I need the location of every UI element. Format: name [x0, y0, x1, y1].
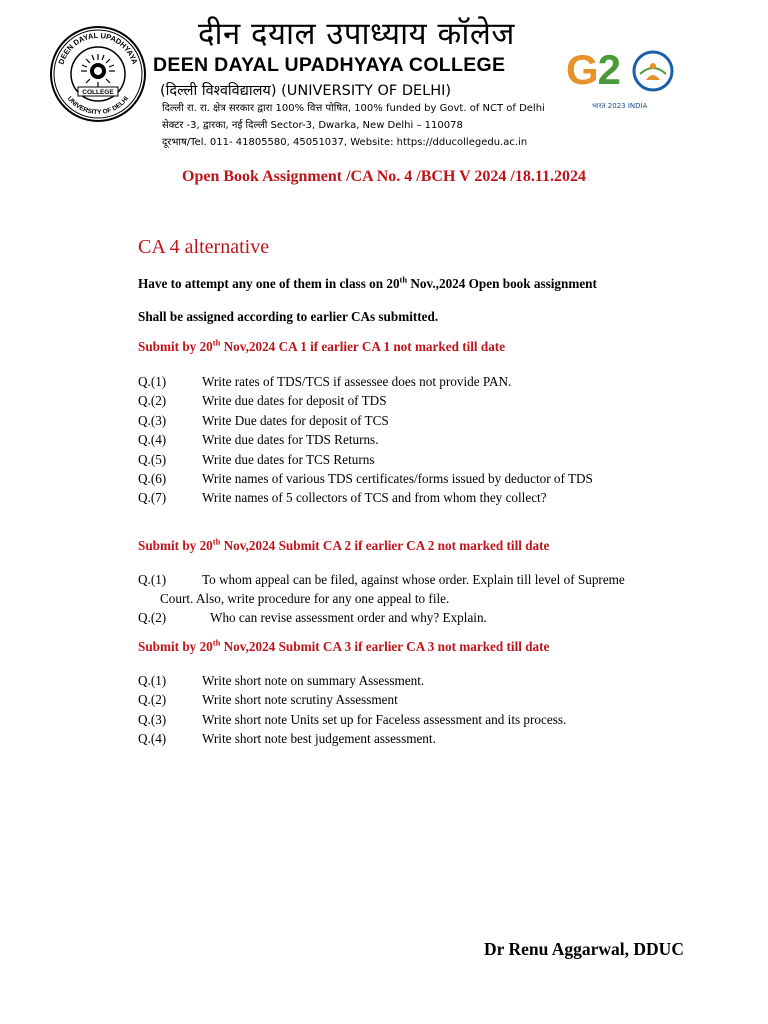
question-row — [138, 488, 678, 507]
question-number: Q.(7) — [138, 490, 167, 506]
g20-tagline: भारत 2023 INDIA — [592, 102, 648, 110]
para1-sup: th — [399, 274, 408, 285]
question-text: Write due dates for deposit of TDS — [202, 393, 387, 409]
question-row — [138, 690, 678, 709]
g20-digit-2: 2 — [597, 46, 621, 93]
question-text: Write names of 5 collectors of TCS and from whom they collect? — [202, 490, 547, 506]
question-number: Q.(6) — [138, 470, 167, 486]
question-row — [138, 391, 678, 410]
college-letterhead — [38, 8, 688, 148]
question-number: Q.(1) — [138, 673, 167, 688]
seal-bottom-text: UNIVERSITY OF DELHI — [65, 95, 131, 117]
g20-wordmark — [566, 46, 620, 94]
question-number: Q.(1) — [138, 572, 167, 587]
section-3-heading-sup: th — [212, 637, 221, 648]
question-text: To whom appeal can be filed, against whose order. Explain till level of Supreme — [202, 572, 625, 587]
question-number: Q.(2) — [138, 393, 167, 409]
assignment-title: Open Book Assignment /CA No. 4 /BCH V 2024 /18.11.2024 — [182, 168, 586, 185]
college-seal-logo — [48, 24, 148, 124]
question-text: Write due dates for TDS Returns. — [202, 432, 379, 448]
section-2-heading — [138, 538, 549, 554]
question-row — [138, 608, 678, 627]
section-2-heading-before: Submit by 20 — [138, 538, 213, 553]
question-text: Write names of various TDS certificates/forms issued by deductor of TDS — [202, 470, 593, 486]
question-row — [138, 671, 678, 690]
question-text: Write due dates for TCS Returns — [202, 451, 375, 467]
college-name-english: DEEN DAYAL UPADHYAYA COLLEGE — [153, 54, 506, 76]
question-text: Who can revise assessment order and why? Explain. — [210, 610, 487, 626]
question-number: Q.(2) — [138, 610, 167, 626]
question-number: Q.(4) — [138, 432, 167, 448]
section-2-heading-after: Nov,2024 Submit CA 2 if earlier CA 2 not marked till date — [220, 538, 550, 553]
question-text: Write short note Units set up for Faceless assessment and its process. — [202, 711, 567, 727]
question-row — [138, 430, 678, 449]
question-text: Write Due dates for deposit of TCS — [202, 412, 389, 428]
section-1-heading-sup: th — [212, 337, 221, 348]
para1-text-before: Have to attempt any one of them in class on 20 — [138, 276, 400, 291]
question-text: Write short note best judgement assessment. — [202, 731, 436, 747]
g20-letter-g: G — [566, 46, 598, 93]
section-1-heading-after: Nov,2024 CA 1 if earlier CA 1 not marked till date — [220, 339, 506, 354]
question-row — [138, 570, 678, 589]
question-number: Q.(3) — [138, 412, 167, 428]
instruction-paragraph-2: Shall be assigned according to earlier CAs submitted. — [138, 309, 439, 324]
section-3-question-list — [138, 671, 678, 749]
seal-top-text: DEEN DAYAL UPADHYAYA — [56, 30, 140, 66]
section-3-heading-before: Submit by 20 — [138, 639, 213, 654]
college-name-hindi: दीन दयाल उपाध्याय कॉलेज — [198, 16, 515, 52]
section-2-question-list — [138, 570, 678, 628]
address-line: सेक्टर -3, द्वारका, नई दिल्ली Sector-3, Dwarka, New Delhi – 110078 — [162, 120, 463, 131]
section-1-question-list — [138, 372, 678, 508]
question-text-continuation: Court. Also, write procedure for any one appeal to file. — [160, 591, 450, 607]
contact-line: दूरभाष/Tel. 011- 41805580, 45051037, Website: https://dducollegedu.ac.in — [162, 137, 528, 148]
question-number: Q.(3) — [138, 711, 167, 727]
g20-globe-icon — [632, 50, 674, 92]
section-3-heading — [138, 639, 549, 655]
question-row — [138, 729, 678, 748]
question-row — [138, 469, 678, 488]
g20-logo — [566, 46, 686, 120]
signature: Dr Renu Aggarwal, DDUC — [484, 939, 684, 959]
question-text: Write short note on summary Assessment. — [202, 673, 425, 688]
section-1-heading-before: Submit by 20 — [138, 339, 213, 354]
question-number: Q.(4) — [138, 731, 167, 747]
question-number: Q.(1) — [138, 374, 167, 389]
section-1-heading — [138, 339, 505, 355]
para1-text-after: Nov.,2024 Open book assignment — [407, 276, 597, 291]
university-line: (दिल्ली विश्वविद्यालय) (UNIVERSITY OF DELHI) — [160, 83, 452, 99]
svg-text:UNIVERSITY OF DELHI — [66, 95, 131, 116]
question-text: Write rates of TDS/TCS if assessee does not provide PAN. — [202, 374, 512, 389]
ca4-heading: CA 4 alternative — [138, 236, 270, 258]
college-seal-graphic — [48, 24, 148, 124]
section-3-heading-after: Nov,2024 Submit CA 3 if earlier CA 3 not marked till date — [220, 639, 550, 654]
section-2-heading-sup: th — [212, 536, 221, 547]
question-number: Q.(5) — [138, 451, 167, 467]
instruction-paragraph-1 — [138, 276, 597, 292]
question-number: Q.(2) — [138, 692, 167, 708]
question-text: Write short note scrutiny Assessment — [202, 692, 398, 708]
question-row — [138, 372, 678, 391]
seal-band-text: COLLEGE — [82, 89, 114, 96]
question-row — [138, 411, 678, 430]
question-row — [138, 450, 678, 469]
funding-line: दिल्ली रा. रा. क्षेत्र सरकार द्वारा 100% वित्त पोषित, 100% funded by Govt. of NCT of Delhi — [162, 103, 545, 114]
question-row — [138, 710, 678, 729]
